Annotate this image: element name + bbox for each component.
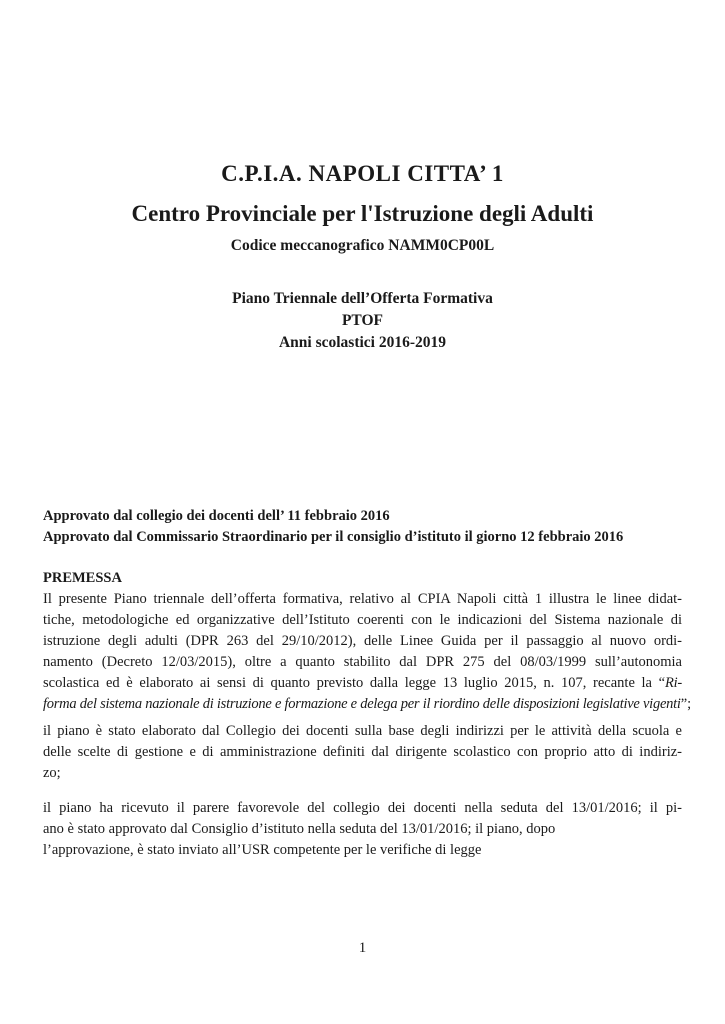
text-line: scolastica ed è elaborato ai sensi di quanto previsto dalla legge 13 luglio 2015, n. 107, recante la “Ri- bbox=[43, 675, 682, 691]
text-line: il piano ha ricevuto il parere favorevole del collegio dei docenti nella seduta del 13/01/2016; il pi- bbox=[43, 800, 682, 816]
text-line: istruzione degli adulti (DPR 263 del 29/10/2012), delle Linee Guida per il passaggio al nuovo ordi- bbox=[43, 633, 682, 649]
text-line: namento (Decreto 12/03/2015), oltre a quanto stabilito dal DPR 275 del 08/03/1999 sull’autonomia bbox=[43, 654, 682, 670]
text-line: il piano è stato elaborato dal Collegio dei docenti sulla base degli indirizzi per le attività della scuola e bbox=[43, 723, 682, 739]
approval-line-collegio: Approvato dal collegio dei docenti dell’ 11 febbraio 2016 bbox=[43, 508, 390, 524]
plan-block bbox=[43, 288, 682, 354]
document-title: C.P.I.A. NAPOLI CITTA’ 1 bbox=[221, 161, 504, 186]
text-line: Il presente Piano triennale dell’offerta formativa, relativo al CPIA Napoli città 1 illustra le linee didat- bbox=[43, 591, 682, 607]
plan-years: Anni scolastici 2016-2019 bbox=[278, 334, 447, 351]
premessa-paragraph bbox=[43, 589, 692, 715]
plan-title: Piano Triennale dell’Offerta Formativa bbox=[232, 290, 493, 307]
document-subtitle: Centro Provinciale per l'Istruzione degli Adulti bbox=[131, 201, 594, 226]
page-number: 1 bbox=[358, 940, 367, 956]
text-line: tiche, metodologiche ed organizzative dell’Istituto coerenti con le indicazioni del Sistema nazionale di bbox=[43, 612, 682, 628]
approval-line-commissario: Approvato dal Commissario Straordinario per il consiglio d’istituto il giorno 12 febbraio 2016 bbox=[43, 529, 624, 545]
paragraph-piano-elaborato bbox=[43, 721, 682, 784]
text-line: forma del sistema nazionale di istruzione e formazione e delega per il riordino delle disposizioni legislative vigenti”; bbox=[43, 696, 692, 712]
text-line: l’approvazione, è stato inviato all’USR competente per le verifiche di legge bbox=[43, 842, 482, 858]
plan-acronym: PTOF bbox=[341, 312, 384, 329]
text-line: ano è stato approvato dal Consiglio d’istituto nella seduta del 13/01/2016; il piano, dopo bbox=[43, 821, 556, 837]
mechanographic-code: Codice meccanografico NAMM0CP00L bbox=[230, 237, 495, 254]
paragraph-piano-parere-favorevole bbox=[43, 798, 682, 861]
text-line: delle scelte di gestione e di amministrazione definiti dal dirigente scolastico con proprio atto di indiriz- bbox=[43, 744, 682, 760]
approvals-block bbox=[43, 506, 682, 548]
premessa-heading: PREMESSA bbox=[43, 570, 122, 586]
text-line: zo; bbox=[43, 765, 61, 781]
